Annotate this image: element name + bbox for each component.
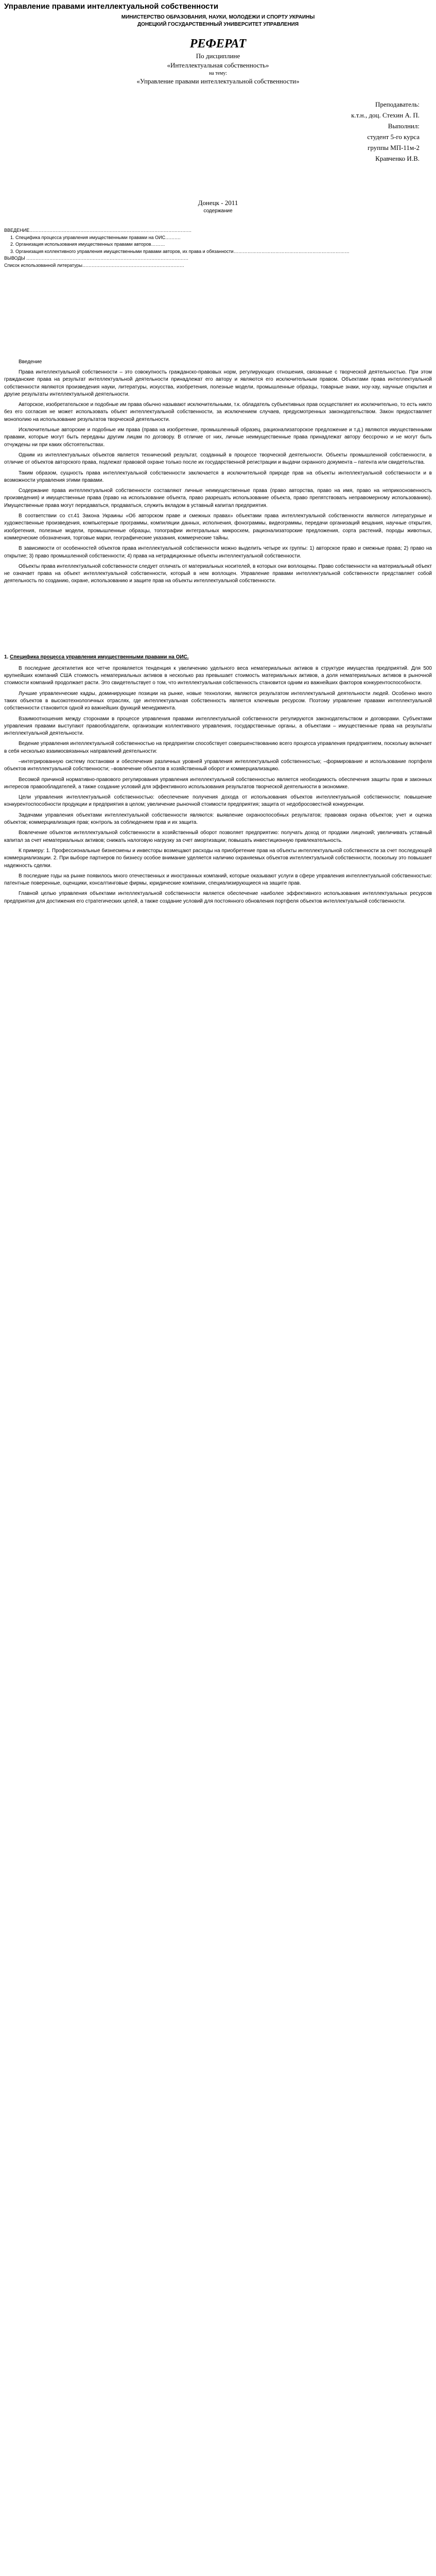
topic-label: на тему:	[208, 71, 228, 76]
section1-paragraph: Лучшие управленческие кадры, доминирующие позиции на рынке, новые технологии, являются результатом интеллектуальной деятельности людей. Особенно много таких объектов в высокотехнологичных отраслях, где интеллектуальная собственность является ключевым ресурсом. Поэтому управление правами интеллектуальной собственности становится одной из важнейших функций менеджмента.	[4, 690, 432, 711]
student-name: Кравченко И.В.	[375, 155, 420, 162]
intro-paragraph: Исключительные авторские и подобные им права (права на изобретение, промышленный образец, рационализаторское предложение и т.д.) являются имущественными правами, которые могут быть переданы другим лицам по договору. В отличие от них, личные неимущественные права принадлежат автору бессрочно и не могут быть отчуждены ни при каких обстоятельствах.	[4, 427, 432, 448]
section1-paragraph: В последние годы на рынке появилось много отечественных и иностранных компаний, которые оказывают услуги в сфере управления интеллектуальной собственностью: патентные поверенные, оценщики, консалтинговые фирмы, юридические компании, специализирующиеся на защите прав.	[4, 873, 432, 887]
report-title: РЕФЕРАТ	[189, 37, 247, 50]
teacher-label: Преподаватель:	[375, 100, 420, 108]
section1-paragraph: Задачами управления объектами интеллектуальной собственности являются: выявление охраноспособных результатов; правовая охрана объектов; учет и оценка объектов; коммерциализация прав; контроль за соблюдением прав и их защита.	[4, 812, 432, 826]
topic-name: «Управление правами интеллектуальной собственности»	[136, 77, 300, 85]
toc-intro: ВВЕДЕНИЕ……………………………………………………………………………………………	[4, 228, 192, 233]
document-heading: Управление правами интеллектуальной собственности	[4, 2, 219, 11]
city-year: Донецк - 2011	[198, 199, 238, 207]
intro-paragraph: Права интеллектуальной собственности – это совокупность гражданско-правовых норм, регулирующих отношения, связанные с творческой деятельностью. При этом гражданские права на результат интеллектуальной деятельности принадлежат его автору и являются его исключительным правом. Объектами права интеллектуальной собственности являются произведения науки, литературы, искусства, изобретения, полезные модели, промышленные образцы, товарные знаки, ноу-хау, научные открытия и другие результаты интеллектуальной деятельности.	[4, 369, 432, 397]
discipline-name: «Интеллектуальная собственность»	[167, 61, 269, 69]
table-of-contents	[4, 227, 432, 269]
section1-paragraph: Цели управления интеллектуальной собственностью: обеспечение получения дохода от использования объектов интеллектуальной собственности; повышение конкурентоспособности продукции и предприятия в целом; увеличение рыночной стоимости предприятия; защита от недобросовестной конкуренции.	[4, 794, 432, 808]
toc-item: 1. Специфика процесса управления имущественными правами на ОИС……….	[15, 234, 432, 242]
toc-item: 3. Организация коллективного управления имущественными правами авторов, их права и обязанности…………………………………………………………………	[15, 248, 432, 256]
intro-paragraph: Одним из интеллектуальных объектов является технический результат, созданный в процессе творческой деятельности. Объекты промышленной собственности, в отличие от объектов авторского права, подлежат правовой охране только после их государственной регистрации и выдачи охранного документа – патента или свидетельства.	[4, 452, 432, 466]
section1-paragraph: Главной целью управления объектами интеллектуальной собственности является обеспечение наиболее эффективного использования интеллектуальных ресурсов предприятия для достижения его стратегических целей, а также создание условий для постоянного обновления портфеля объектов интеллектуальной собственности.	[4, 891, 432, 904]
toc-item: 2. Организация использования имущественных правами авторов………	[15, 241, 432, 248]
section1	[4, 665, 432, 905]
section1-title-text: Специфика процесса управления имущественными правами на ОИС.	[10, 654, 189, 660]
student-course: студент 5-го курса	[367, 133, 420, 141]
discipline-label: По дисциплине	[196, 52, 240, 60]
intro-paragraph: Таким образом, сущность права интеллектуальной собственности заключается в исключительной природе прав на объекты интеллектуальной собственности и в возможности управления этими правами.	[4, 470, 432, 483]
performed-label: Выполнил:	[388, 122, 420, 130]
toc-conclusions: ВЫВОДЫ ……………………………………………………………………………………………	[4, 256, 189, 261]
intro-paragraph: Объекты права интеллектуальной собственности следует отличать от материальных носителей, в которых они воплощены. Право собственности на материальный объект не означает права на объект интеллектуальной собственности, который в нем воплощен. Управление правами интеллектуальной собственности представляет собой деятельность по созданию, охране, использованию и защите прав на объекты интеллектуальной собственности.	[4, 563, 432, 584]
report-page	[0, 0, 436, 919]
university-name: ДОНЕЦКИЙ ГОСУДАРСТВЕННЫЙ УНИВЕРСИТЕТ УПРАВЛЕНИЯ	[137, 21, 299, 27]
intro-title: Введение	[19, 359, 42, 365]
section1-paragraph: Весомой причиной нормативно-правового регулирования управления интеллектуальной собственностью является необходимость обеспечения защиты прав и законных интересов правообладателей, а также создание условий для эффективного использования результатов творческой деятельности в экономике.	[4, 776, 432, 790]
section1-paragraph: Взаимоотношения между сторонами в процессе управления правами интеллектуальной собственности регулируются законодательством и договорами. Субъектами управления правами выступают правообладатели, организации коллективного управления, государственные органы, а объектами – имущественные права на результаты интеллектуальной деятельности.	[4, 716, 432, 737]
intro-paragraph: В зависимости от особенностей объектов права интеллектуальной собственности можно выделить четыре их группы: 1) авторское право и смежные права; 2) право на открытие; 3) право промышленной собственности; 4) права на нетрадиционные объекты интеллектуальной собственности.	[4, 546, 432, 559]
section1-paragraph: К примеру: 1. Профессиональные бизнесмены и инвесторы возмещают расходы на приобретение прав на объекты интеллектуальной собственности за счет последующей коммерциализации. 2. При выборе партнеров по бизнесу особое внимание уделяется наличию охраняемых объектов интеллектуальной собственности, поскольку это повышает надежность сделки.	[4, 848, 432, 869]
section1-paragraph: –интегрированную систему постановки и обеспечения различных уровней управления интеллектуальной собственностью; –формирование и использование портфеля объектов интеллектуальной собственности; –вовлечение объектов в хозяйственный оборот и коммерциализацию.	[4, 758, 432, 772]
section1-paragraph: Вовлечение объектов интеллектуальной собственности в хозяйственный оборот позволяет предприятию: получать доход от продажи лицензий; увеличивать уставный капитал за счет нематериальных активов; снижать налоговую нагрузку за счет амортизации; повышать инвестиционную привлекательность.	[4, 830, 432, 843]
ministry-name: МИНИСТЕРСТВО ОБРАЗОВАНИЯ, НАУКИ, МОЛОДЕЖИ И СПОРТУ УКРАИНЫ	[121, 14, 315, 20]
section1-paragraph: В последние десятилетия все четче проявляется тенденция к увеличению удельного веса нематериальных активов в структуре имущества предприятий. Для 500 крупнейших компаний США стоимость нематериальных активов в несколько раз превышает стоимость материальных активов, а доля нематериальных активов в рыночной стоимости компаний продолжает расти. Это свидетельствует о том, что интеллектуальная собственность становится одним из важнейших факторов конкурентоспособности.	[4, 665, 432, 686]
toc-references: Список использованной литературы…………………………………………………………	[4, 262, 184, 268]
section1-paragraph: Ведение управления интеллектуальной собственностью на предприятии способствует совершенствованию всего процесса управления предприятием, поскольку включает в себя несколько взаимосвязанных направлений деятельности:	[4, 741, 432, 754]
intro-paragraph: Авторское, изобретательское и подобные им права обычно называют исключительными, т.к. обладатель субъективных прав осуществляет их исключительно, то есть никто без его согласия не может использовать объект интеллектуальной собственности, за исключением случаев, предусмотренных законодательством. Закон предоставляет монополию на использование результатов творческой деятельности.	[4, 402, 432, 422]
student-group: группы МП-11м-2	[368, 144, 420, 151]
intro-paragraph: Содержание права интеллектуальной собственности составляют личные неимущественные права (право авторства, право на имя, право на неприкосновенность произведения) и имущественные права (право на использование объекта, право разрешать использование объекта, право препятствовать неправомерному использованию). Имущественные права могут передаваться, продаваться, служить вкладом в уставный капитал предприятия.	[4, 488, 432, 509]
toc-list	[4, 234, 432, 256]
teacher-name: к.т.н., доц. Стехин А. П.	[351, 111, 420, 119]
intro-section	[4, 369, 432, 585]
section1-title: 1. Специфика процесса управления имущественными правами на ОИС.	[4, 654, 189, 660]
intro-paragraph: В соответствии со ст.41 Закона Украины «Об авторском праве и смежных правах» объектами права интеллектуальной собственности являются литературные и художественные произведения, компьютерные программы, компиляции данных, исполнения, фонограммы, видеограммы, передачи организаций вещания, научные открытия, изобретения, полезные модели, промышленные образцы, топографии интегральных микросхем, рационализаторские предложения, сорта растений, породы животных, коммерческие обозначения, торговые марки, географические указания, коммерческие тайны.	[4, 513, 432, 541]
toc-title: содержание	[203, 208, 233, 214]
